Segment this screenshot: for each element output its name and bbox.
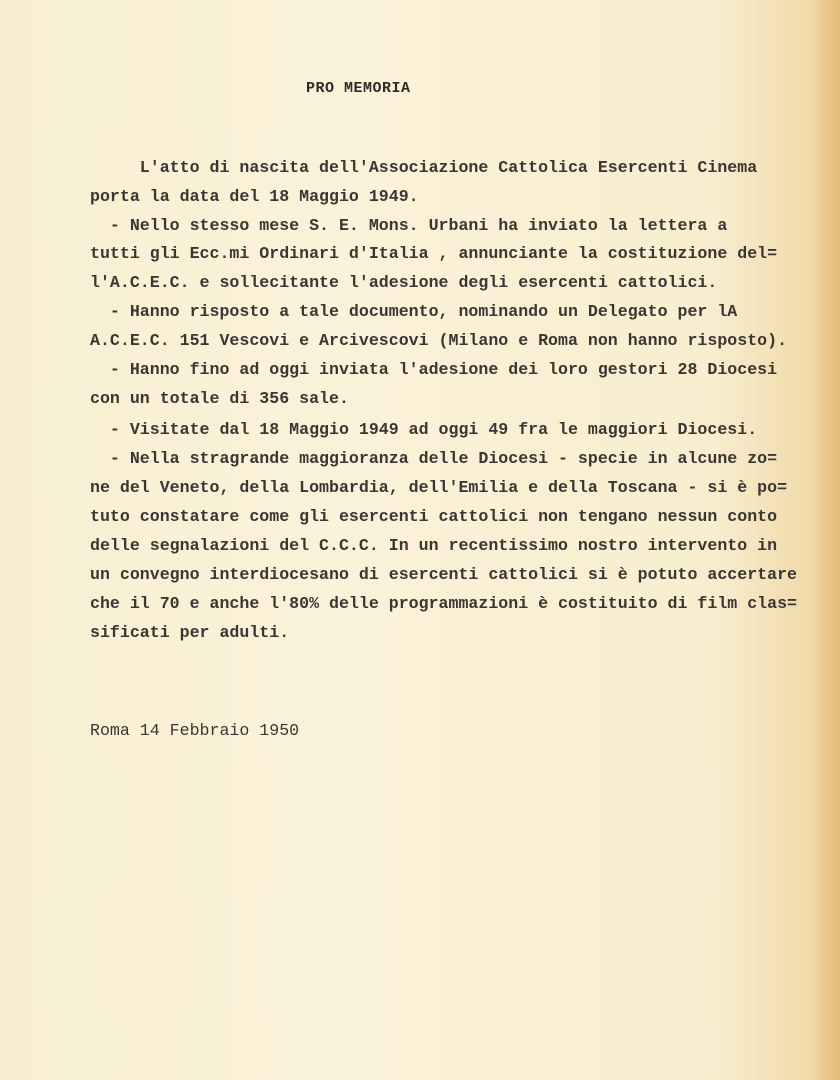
body-line: A.C.E.C. 151 Vescovi e Arcivescovi (Milano e Roma non hanno risposto). [90,331,788,350]
body-line: delle segnalazioni del C.C.C. In un recentissimo nostro intervento in [90,536,778,555]
body-line: tuto constatare come gli esercenti cattolici non tengano nessun conto [90,507,778,526]
body-line: un convegno interdiocesano di esercenti cattolici si è potuto accertare [90,565,798,584]
body-line: l'A.C.E.C. e sollecitante l'adesione degli esercenti cattolici. [90,273,718,292]
body-line: porta la data del 18 Maggio 1949. [90,187,419,206]
body-line: - Visitate dal 18 Maggio 1949 ad oggi 49 fra le maggiori Diocesi. [90,420,758,439]
document-title: PRO MEMORIA [306,80,411,97]
body-line: - Nello stesso mese S. E. Mons. Urbani ha inviato la lettera a [90,216,728,235]
body-line: con un totale di 356 sale. [90,389,349,408]
body-line: sificati per adulti. [90,623,290,642]
body-line: - Nella stragrande maggioranza delle Diocesi - specie in alcune zo= [90,449,778,468]
body-line: che il 70 e anche l'80% delle programmazioni è costituito di film clas= [90,594,798,613]
body-line: - Hanno fino ad oggi inviata l'adesione dei loro gestori 28 Diocesi [90,360,778,379]
body-line: tutti gli Ecc.mi Ordinari d'Italia , annunciante la costituzione del= [90,244,778,263]
body-line: - Hanno risposto a tale documento, nominando un Delegato per lA [90,302,738,321]
body-line: ne del Veneto, della Lombardia, dell'Emilia e della Toscana - si è po= [90,478,788,497]
body-line: L'atto di nascita dell'Associazione Cattolica Esercenti Cinema [90,158,758,177]
paper-edge-stain [810,0,840,1080]
place-date-line: Roma 14 Febbraio 1950 [90,721,300,740]
